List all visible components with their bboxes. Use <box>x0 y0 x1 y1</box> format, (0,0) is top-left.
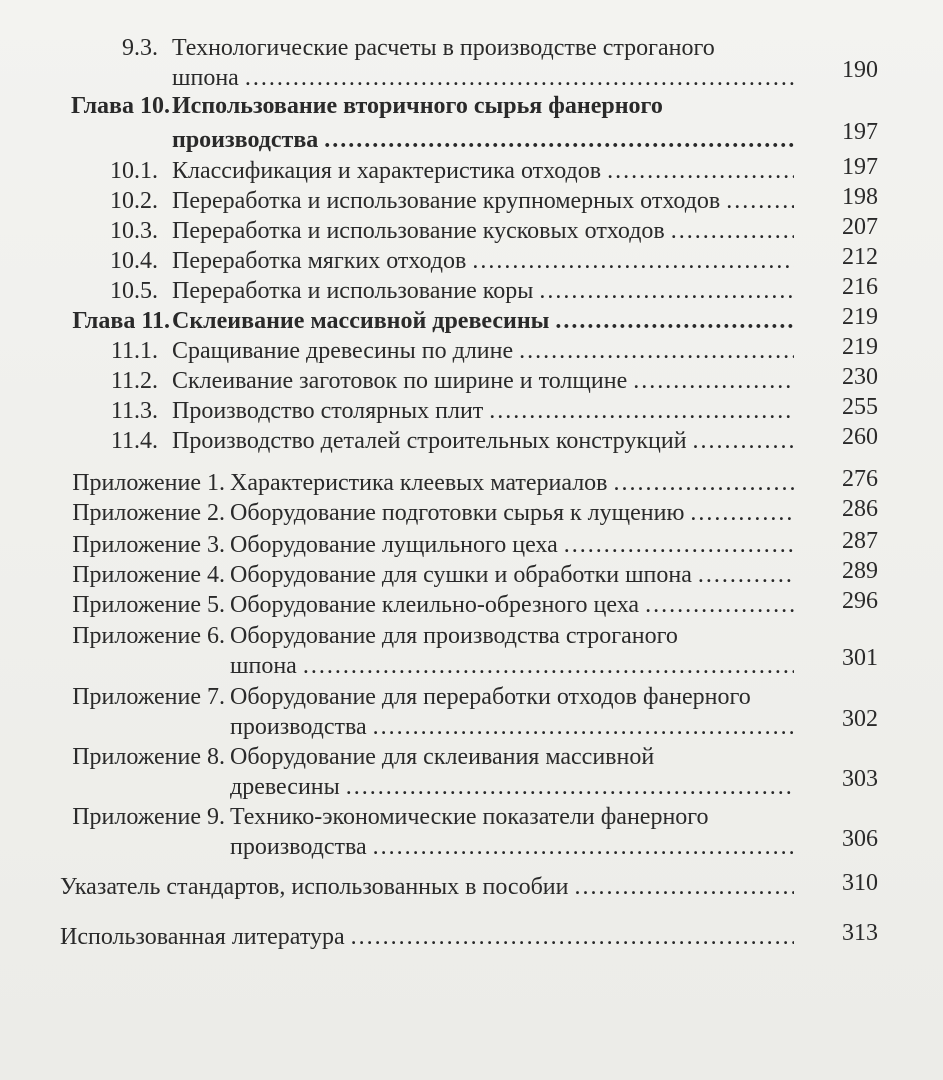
toc-entry-title: Использование вторичного сырья фанерного <box>172 93 663 119</box>
toc-page-number: 255 <box>842 394 878 420</box>
toc-entry-title-line <box>230 561 800 590</box>
toc-entry-title-line <box>230 773 800 802</box>
toc-entry-number: 9.3. <box>122 35 158 61</box>
toc-entry-title: Склеивание заготовок по ширине и толщине <box>172 368 628 394</box>
toc-entry-title: Оборудование подготовки сырья к лущению <box>230 500 685 526</box>
dot-leader <box>303 652 794 681</box>
dot-leader <box>539 277 794 306</box>
dot-leader <box>489 397 794 426</box>
toc-entry-title: Оборудование для переработки отходов фанерного <box>230 684 751 710</box>
toc-entry-number: 10.3. <box>110 218 158 244</box>
toc-entry-title: Склеивание массивной древесины <box>172 308 550 334</box>
dot-leader <box>555 307 794 336</box>
toc-entry-title: шпона <box>230 653 297 679</box>
toc-entry-title-line <box>172 247 800 276</box>
toc-entry-title-line <box>172 427 800 456</box>
toc-entry-number: 10.5. <box>110 278 158 304</box>
toc-page-number: 310 <box>842 870 878 896</box>
toc-entry-number: 11.1. <box>110 338 158 364</box>
toc-page-number: 198 <box>842 184 878 210</box>
toc-page-number: 313 <box>842 920 878 946</box>
toc-page-number: 216 <box>842 274 878 300</box>
toc-entry-number: Приложение 8. <box>72 744 225 770</box>
toc-entry-title: Сращивание древесины по длине <box>172 338 514 364</box>
toc-entry-title: шпона <box>172 65 239 91</box>
dot-leader <box>633 367 794 396</box>
toc-entry-number: Приложение 7. <box>72 684 225 710</box>
toc-entry-title-line <box>230 591 800 620</box>
toc-entry-number: Приложение 3. <box>72 532 225 558</box>
dot-leader <box>614 469 794 498</box>
dot-leader <box>698 561 794 590</box>
toc-page-number: 296 <box>842 588 878 614</box>
toc-entry-number: Приложение 2. <box>72 500 225 526</box>
toc-entry-title: Технологические расчеты в производстве строганого <box>172 35 715 61</box>
toc-entry-number: 11.4. <box>110 428 158 454</box>
dot-leader <box>373 833 794 862</box>
toc-entry-title: древесины <box>230 774 340 800</box>
toc-page-number: 287 <box>842 528 878 554</box>
toc-entry-title: Переработка мягких отходов <box>172 248 467 274</box>
toc-page-number: 276 <box>842 466 878 492</box>
dot-leader <box>245 64 794 93</box>
toc-entry-title-line <box>172 92 872 121</box>
toc-entry-title: производства <box>230 834 367 860</box>
toc-entry-title-line <box>230 833 800 862</box>
toc-page-number: 301 <box>842 645 878 671</box>
toc-entry-number: Приложение 9. <box>72 804 225 830</box>
toc-entry-number: 11.2. <box>110 368 158 394</box>
toc-entry-title-line <box>230 713 800 742</box>
toc-page-number: 190 <box>842 57 878 83</box>
toc-entry-number: Глава 11. <box>72 308 170 334</box>
toc-entry-title-line <box>172 64 800 93</box>
toc-entry-title: Производство столярных плит <box>172 398 484 424</box>
dot-leader <box>564 531 794 560</box>
toc-entry-title-line <box>230 499 800 528</box>
toc-entry-title-line <box>172 217 800 246</box>
dot-leader <box>346 773 794 802</box>
toc-entry-title: Оборудование для сушки и обработки шпона <box>230 562 692 588</box>
toc-page-number: 303 <box>842 766 878 792</box>
toc-entry-title-line <box>172 187 800 216</box>
toc-entry-title-line <box>172 367 800 396</box>
dot-leader <box>671 217 794 246</box>
toc-entry-number: 11.3. <box>110 398 158 424</box>
toc-page-number: 207 <box>842 214 878 240</box>
dot-leader <box>607 157 794 186</box>
dot-leader <box>324 126 794 155</box>
toc-page-number: 219 <box>842 334 878 360</box>
dot-leader <box>690 499 794 528</box>
toc-entry-title-line <box>172 126 800 155</box>
toc-entry-title: Характеристика клеевых материалов <box>230 470 608 496</box>
toc-page-number: 260 <box>842 424 878 450</box>
toc-page-number: 230 <box>842 364 878 390</box>
toc-page-number: 212 <box>842 244 878 270</box>
toc-entry-number: Приложение 5. <box>72 592 225 618</box>
toc-entry-title-line <box>172 337 800 366</box>
toc-entry-title: Технико-экономические показатели фанерного <box>230 804 709 830</box>
dot-leader <box>693 427 794 456</box>
toc-entry-number: Приложение 1. <box>72 470 225 496</box>
toc-entry-number: Приложение 4. <box>72 562 225 588</box>
toc-entry-title: Оборудование для производства строганого <box>230 623 678 649</box>
toc-entry-title: Оборудование для склеивания массивной <box>230 744 655 770</box>
toc-entry-title-line <box>60 923 800 952</box>
toc-entry-title-line <box>172 157 800 186</box>
toc-entry-title: Оборудование лущильного цеха <box>230 532 558 558</box>
dot-leader <box>726 187 794 216</box>
toc-entry-number: Приложение 6. <box>72 623 225 649</box>
toc-entry-title-line <box>230 469 800 498</box>
toc-entry-title-line <box>172 277 800 306</box>
toc-entry-number: 10.1. <box>110 158 158 184</box>
toc-entry-title: Оборудование клеильно-обрезного цеха <box>230 592 640 618</box>
toc-entry-title: Переработка и использование крупномерных отходов <box>172 188 721 214</box>
dot-leader <box>373 713 794 742</box>
toc-entry-title-line <box>172 307 800 336</box>
dot-leader <box>645 591 794 620</box>
toc-entry-title-line <box>60 873 800 902</box>
toc-entry-title: Указатель стандартов, использованных в пособии <box>60 874 569 900</box>
toc-page-number: 219 <box>842 304 878 330</box>
toc-entry-title: производства <box>230 714 367 740</box>
toc-entry-number: 10.4. <box>110 248 158 274</box>
toc-entry-title-line <box>230 652 800 681</box>
toc-entry-title-line <box>230 531 800 560</box>
toc-page-number: 306 <box>842 826 878 852</box>
toc-page-number: 197 <box>842 154 878 180</box>
dot-leader <box>472 247 794 276</box>
toc-entry-title: Переработка и использование коры <box>172 278 534 304</box>
toc-entry-title: Производство деталей строительных конструкций <box>172 428 687 454</box>
dot-leader <box>351 923 794 952</box>
toc-page-number: 286 <box>842 496 878 522</box>
toc-entry-title: Переработка и использование кусковых отходов <box>172 218 665 244</box>
toc-entry-number: Глава 10. <box>71 93 170 119</box>
toc-entry-title: Классификация и характеристика отходов <box>172 158 602 184</box>
toc-entry-title-line <box>172 34 872 63</box>
toc-entry-number: 10.2. <box>110 188 158 214</box>
dot-leader <box>519 337 794 366</box>
dot-leader <box>574 873 794 902</box>
toc-page-number: 302 <box>842 706 878 732</box>
toc-entry-title: производства <box>172 127 319 153</box>
toc-entry-title-line <box>172 397 800 426</box>
toc-page-number: 289 <box>842 558 878 584</box>
toc-page-number: 197 <box>842 119 878 145</box>
toc-entry-title: Использованная литература <box>60 924 345 950</box>
